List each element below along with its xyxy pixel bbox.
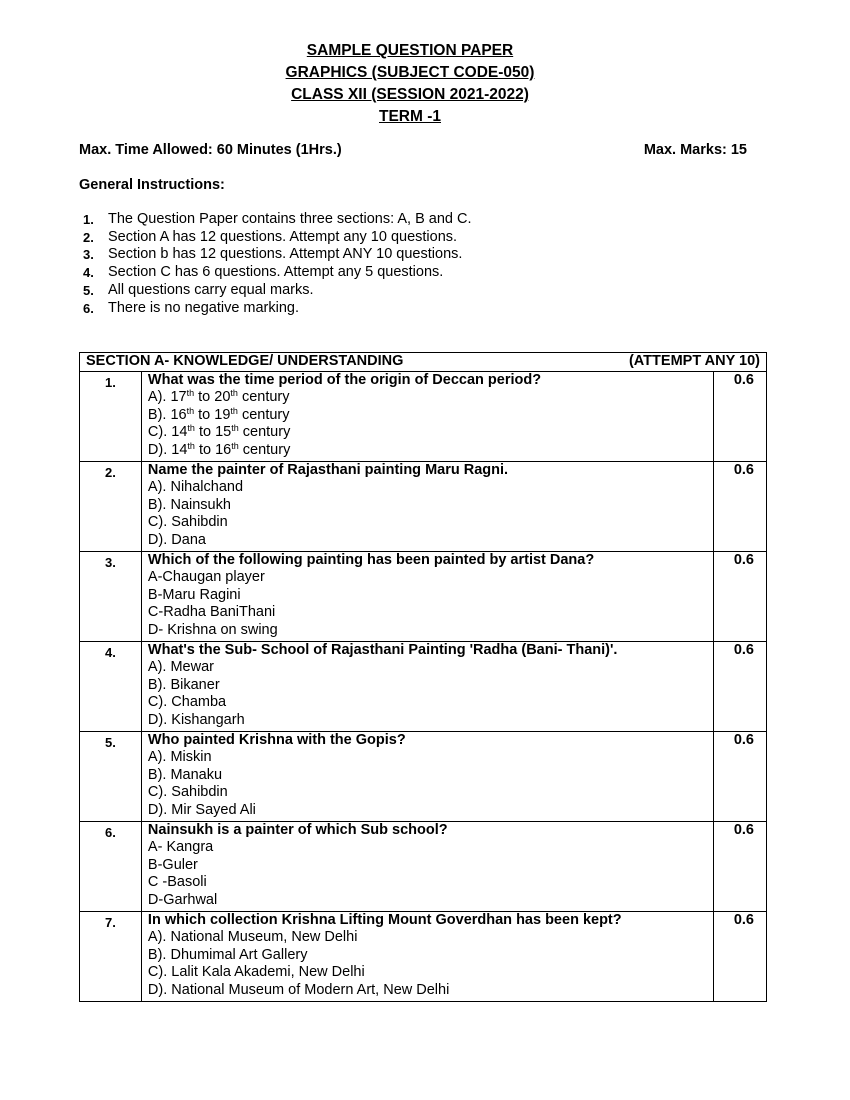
option: A). National Museum, New Delhi bbox=[147, 929, 358, 946]
question-row bbox=[80, 641, 767, 731]
option: A). Miskin bbox=[147, 749, 212, 766]
option: A). Nihalchand bbox=[147, 479, 244, 496]
max-marks: Max. Marks: 15 bbox=[643, 142, 747, 158]
option: C). Chamba bbox=[147, 694, 227, 711]
section-title: SECTION A- KNOWLEDGE/ UNDERSTANDING bbox=[86, 353, 404, 369]
question-text: What was the time period of the origin of Deccan period? bbox=[147, 371, 542, 388]
question-number: 5. bbox=[80, 731, 142, 821]
question-marks: 0.6 bbox=[714, 911, 767, 1001]
option: C). Sahibdin bbox=[147, 784, 228, 801]
option: C-Radha BaniThani bbox=[147, 604, 276, 621]
instruction-item: 2. Section A has 12 questions. Attempt any 10 questions. bbox=[83, 228, 458, 245]
question-number: 3. bbox=[80, 551, 142, 641]
section-a-table bbox=[79, 352, 767, 1002]
option: D). 14th to 16th century bbox=[147, 440, 291, 458]
instruction-item: 5. All questions carry equal marks. bbox=[83, 281, 314, 298]
question-marks: 0.6 bbox=[714, 371, 767, 461]
option: C). 14th to 15th century bbox=[147, 423, 291, 441]
question-row bbox=[80, 551, 767, 641]
question-text: Who painted Krishna with the Gopis? bbox=[147, 731, 406, 748]
question-row bbox=[80, 371, 767, 461]
option: B). Nainsukh bbox=[147, 496, 231, 513]
question-marks: 0.6 bbox=[714, 821, 767, 911]
option: D). Kishangarh bbox=[147, 711, 245, 728]
instruction-item: 3. Section b has 12 questions. Attempt ANY 10 questions. bbox=[83, 246, 463, 263]
instruction-item: 6. There is no negative marking. bbox=[83, 299, 300, 316]
option: A-Chaugan player bbox=[147, 569, 265, 586]
option: A). Mewar bbox=[147, 659, 214, 676]
subject-line: GRAPHICS (SUBJECT CODE-050) bbox=[285, 64, 535, 81]
paper-title: SAMPLE QUESTION PAPER bbox=[306, 42, 514, 59]
option: A- Kangra bbox=[147, 839, 214, 856]
question-number: 1. bbox=[80, 371, 142, 461]
option: D). Mir Sayed Ali bbox=[147, 801, 256, 818]
class-session-line: CLASS XII (SESSION 2021-2022) bbox=[291, 86, 529, 103]
question-marks: 0.6 bbox=[714, 641, 767, 731]
question-number: 4. bbox=[80, 641, 142, 731]
option: A). 17th to 20th century bbox=[147, 388, 290, 406]
question-text: Name the painter of Rajasthani painting Maru Ragni. bbox=[147, 461, 509, 478]
option: B). Bikaner bbox=[147, 676, 220, 693]
question-text: What's the Sub- School of Rajasthani Painting 'Radha (Bani- Thani)'. bbox=[147, 641, 618, 658]
option: B-Guler bbox=[147, 856, 198, 873]
question-text: Which of the following painting has been painted by artist Dana? bbox=[147, 551, 595, 568]
instruction-item: 1. The Question Paper contains three sections: A, B and C. bbox=[83, 211, 472, 227]
general-instructions-heading: General Instructions: bbox=[79, 177, 225, 193]
option: B). Manaku bbox=[147, 766, 223, 783]
question-text: In which collection Krishna Lifting Mount Goverdhan has been kept? bbox=[147, 911, 622, 928]
option: C -Basoli bbox=[147, 874, 207, 891]
max-time: Max. Time Allowed: 60 Minutes (1Hrs.) bbox=[79, 142, 342, 158]
question-row bbox=[80, 461, 767, 551]
section-header-row bbox=[80, 353, 767, 372]
question-marks: 0.6 bbox=[714, 731, 767, 821]
option: D). National Museum of Modern Art, New Delhi bbox=[147, 981, 450, 998]
term-line: TERM -1 bbox=[379, 108, 441, 125]
question-marks: 0.6 bbox=[714, 461, 767, 551]
option: D- Krishna on swing bbox=[147, 621, 278, 638]
question-row bbox=[80, 911, 767, 1001]
option: C). Sahibdin bbox=[147, 514, 228, 531]
option: B). 16th to 19th century bbox=[147, 405, 290, 423]
question-number: 7. bbox=[80, 911, 142, 1001]
option: D-Garhwal bbox=[147, 891, 218, 908]
question-row bbox=[80, 821, 767, 911]
option: D). Dana bbox=[147, 531, 206, 548]
option: C). Lalit Kala Akademi, New Delhi bbox=[147, 964, 365, 981]
option: B). Dhumimal Art Gallery bbox=[147, 946, 308, 963]
question-row bbox=[80, 731, 767, 821]
paper-header bbox=[0, 40, 820, 128]
question-number: 2. bbox=[80, 461, 142, 551]
option: B-Maru Ragini bbox=[147, 586, 241, 603]
section-attempt: (ATTEMPT ANY 10) bbox=[628, 353, 760, 369]
instruction-item: 4. Section C has 6 questions. Attempt any 5 questions. bbox=[83, 264, 444, 281]
question-marks: 0.6 bbox=[714, 551, 767, 641]
question-text: Nainsukh is a painter of which Sub school? bbox=[147, 821, 448, 838]
instructions-list bbox=[79, 211, 472, 317]
question-number: 6. bbox=[80, 821, 142, 911]
